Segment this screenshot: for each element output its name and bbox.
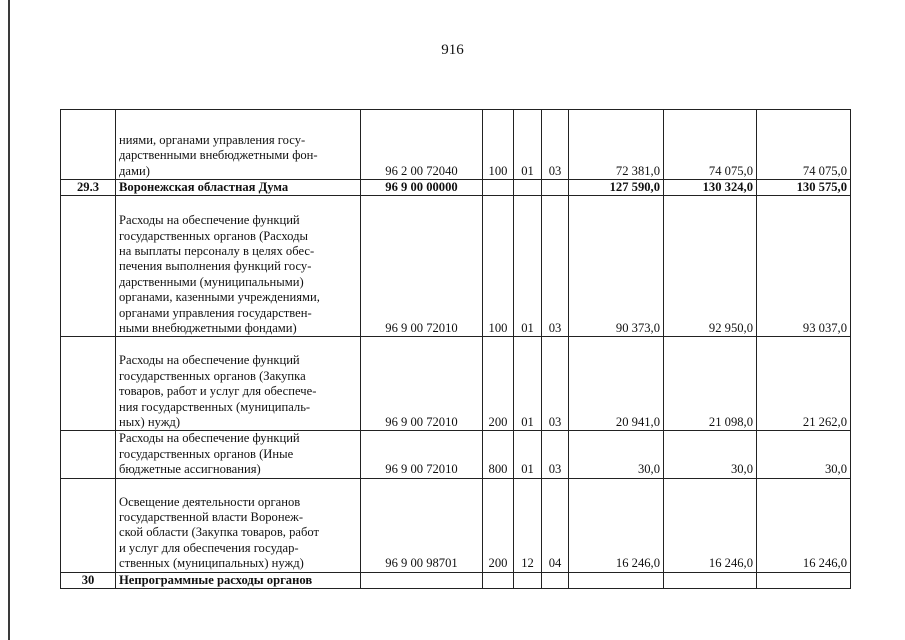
- table-row: [61, 180, 851, 196]
- amount-year-3-cell: 16 246,0: [757, 478, 851, 572]
- table-row: [61, 110, 851, 180]
- section-code-cell: 01: [514, 431, 542, 478]
- section-code-cell: 12: [514, 478, 542, 572]
- expense-type-code-cell: 800: [483, 431, 514, 478]
- expense-name-cell: ниями, органами управления госу- дарственными внебюджетными фон- дами): [116, 110, 361, 180]
- subsection-code-cell: 03: [542, 110, 569, 180]
- amount-year-3-cell: 93 037,0: [757, 196, 851, 337]
- amount-year-1-cell: 72 381,0: [569, 110, 664, 180]
- row-number-cell: 30: [61, 572, 116, 588]
- table-row: [61, 572, 851, 588]
- table-row: [61, 337, 851, 431]
- page-number: 916: [441, 42, 464, 58]
- row-number-cell: [61, 110, 116, 180]
- section-code-cell: [514, 572, 542, 588]
- amount-year-3-cell: 21 262,0: [757, 337, 851, 431]
- expense-type-code-cell: 100: [483, 110, 514, 180]
- expense-name-cell: Воронежская областная Дума: [116, 180, 361, 196]
- amount-year-2-cell: [664, 572, 757, 588]
- amount-year-1-cell: 127 590,0: [569, 180, 664, 196]
- expense-name-cell: Расходы на обеспечение функций государственных органов (Расходы на выплаты персоналу в целях обес- печения выполнения функций госу- дарственными (муниципальными) органами, казенными учреждениями, органами управления государствен- ными внебюджетными фондами): [116, 196, 361, 337]
- amount-year-3-cell: [757, 572, 851, 588]
- row-number-cell: [61, 337, 116, 431]
- section-code-cell: [514, 180, 542, 196]
- target-article-code-cell: 96 9 00 72010: [361, 431, 483, 478]
- amount-year-1-cell: 20 941,0: [569, 337, 664, 431]
- table-row: [61, 431, 851, 478]
- expense-type-code-cell: [483, 572, 514, 588]
- expense-type-code-cell: 100: [483, 196, 514, 337]
- amount-year-2-cell: 16 246,0: [664, 478, 757, 572]
- subsection-code-cell: [542, 572, 569, 588]
- scan-left-edge: [8, 0, 10, 640]
- amount-year-3-cell: 74 075,0: [757, 110, 851, 180]
- amount-year-2-cell: 92 950,0: [664, 196, 757, 337]
- row-number-cell: [61, 478, 116, 572]
- table-row: [61, 478, 851, 572]
- amount-year-3-cell: 30,0: [757, 431, 851, 478]
- amount-year-3-cell: 130 575,0: [757, 180, 851, 196]
- subsection-code-cell: 03: [542, 337, 569, 431]
- amount-year-1-cell: 16 246,0: [569, 478, 664, 572]
- target-article-code-cell: 96 2 00 72040: [361, 110, 483, 180]
- expense-type-code-cell: [483, 180, 514, 196]
- subsection-code-cell: [542, 180, 569, 196]
- expense-name-cell: Расходы на обеспечение функций государственных органов (Иные бюджетные ассигнования): [116, 431, 361, 478]
- amount-year-1-cell: [569, 572, 664, 588]
- section-code-cell: 01: [514, 196, 542, 337]
- amount-year-2-cell: 130 324,0: [664, 180, 757, 196]
- amount-year-1-cell: 90 373,0: [569, 196, 664, 337]
- subsection-code-cell: 04: [542, 478, 569, 572]
- amount-year-2-cell: 21 098,0: [664, 337, 757, 431]
- amount-year-2-cell: 30,0: [664, 431, 757, 478]
- amount-year-1-cell: 30,0: [569, 431, 664, 478]
- expense-type-code-cell: 200: [483, 478, 514, 572]
- row-number-cell: [61, 196, 116, 337]
- expense-name-cell: Расходы на обеспечение функций государственных органов (Закупка товаров, работ и услуг для обеспече- ния государственных (муниципаль- ных) нужд): [116, 337, 361, 431]
- amount-year-2-cell: 74 075,0: [664, 110, 757, 180]
- row-number-cell: 29.3: [61, 180, 116, 196]
- target-article-code-cell: 96 9 00 00000: [361, 180, 483, 196]
- expense-type-code-cell: 200: [483, 337, 514, 431]
- table-row: [61, 196, 851, 337]
- target-article-code-cell: 96 9 00 98701: [361, 478, 483, 572]
- subsection-code-cell: 03: [542, 431, 569, 478]
- row-number-cell: [61, 431, 116, 478]
- section-code-cell: 01: [514, 337, 542, 431]
- table-body: [61, 110, 851, 589]
- budget-table: [60, 109, 851, 589]
- expense-name-cell: Непрограммные расходы органов: [116, 572, 361, 588]
- target-article-code-cell: 96 9 00 72010: [361, 337, 483, 431]
- subsection-code-cell: 03: [542, 196, 569, 337]
- section-code-cell: 01: [514, 110, 542, 180]
- expense-name-cell: Освещение деятельности органов государственной власти Воронеж- ской области (Закупка товаров, работ и услуг для обеспечения государ- ственных (муниципальных) нужд): [116, 478, 361, 572]
- target-article-code-cell: 96 9 00 72010: [361, 196, 483, 337]
- target-article-code-cell: [361, 572, 483, 588]
